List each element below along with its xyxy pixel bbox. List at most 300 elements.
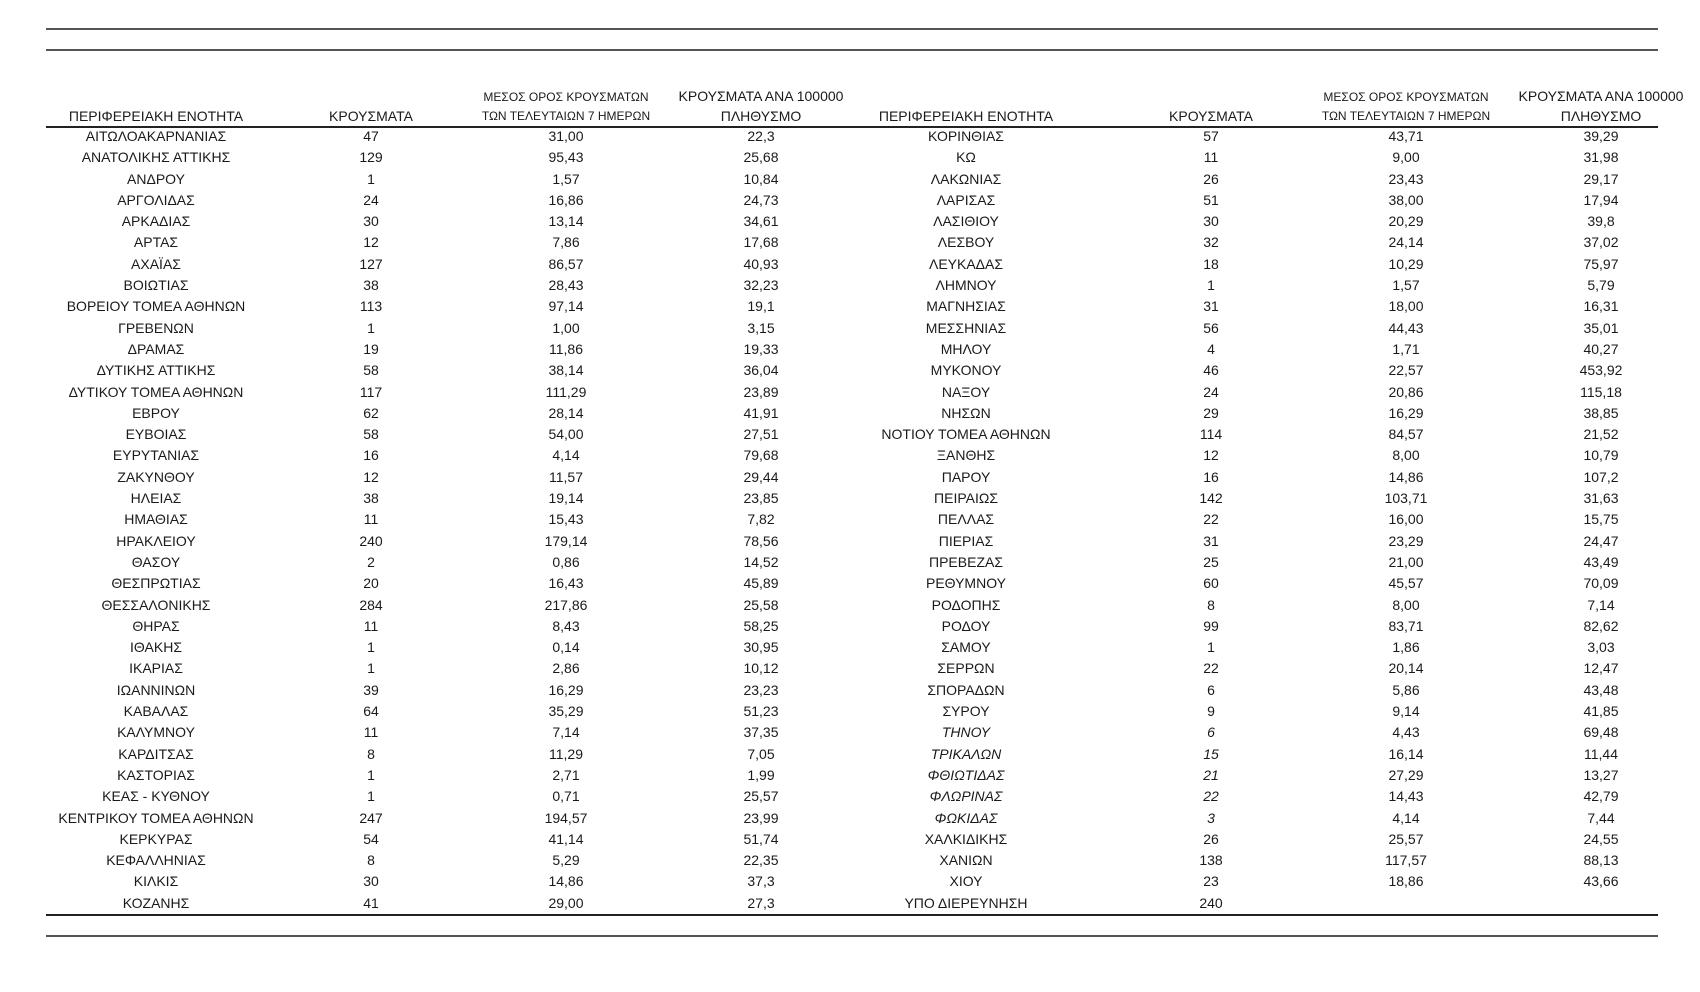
per100k-cell: 35,01 xyxy=(1583,319,1619,336)
table-row xyxy=(46,722,852,743)
per100k-cell: 19,33 xyxy=(743,340,779,357)
per100k-cell: 40,93 xyxy=(743,255,779,272)
avg-cell: 10,29 xyxy=(1388,255,1424,272)
header-avg-line2: ΤΩΝ ΤΕΛΕΥΤΑΙΩΝ 7 ΗΜΕΡΩΝ xyxy=(1321,109,1491,123)
table-row xyxy=(46,573,852,594)
region-cell: ΛΑΣΙΘΙΟΥ xyxy=(933,213,999,230)
table-bottom-line xyxy=(46,914,1658,916)
region-cell: ΠΙΕΡΙΑΣ xyxy=(938,532,994,549)
region-cell: ΙΚΑΡΙΑΣ xyxy=(129,660,183,677)
per100k-cell: 22,3 xyxy=(747,128,775,144)
avg-cell: 4,43 xyxy=(1392,724,1420,741)
per100k-cell: 14,52 xyxy=(743,553,779,570)
per100k-cell: 79,68 xyxy=(743,447,779,464)
table-row xyxy=(46,339,852,360)
per100k-cell: 41,91 xyxy=(743,404,779,421)
region-cell: ΚΑΒΑΛΑΣ xyxy=(123,703,189,720)
avg-cell: 0,14 xyxy=(552,639,580,656)
avg-cell: 11,29 xyxy=(549,745,583,762)
avg-cell: 35,29 xyxy=(548,703,584,720)
region-cell: ΧΑΝΙΩΝ xyxy=(939,852,993,869)
per100k-cell: 40,27 xyxy=(1583,340,1619,357)
cases-cell: 58 xyxy=(363,426,379,443)
region-cell: ΜΗΛΟΥ xyxy=(940,340,992,357)
table-row xyxy=(846,211,1652,232)
avg-cell: 179,14 xyxy=(544,532,588,549)
region-cell: ΛΕΥΚΑΔΑΣ xyxy=(928,255,1004,272)
avg-cell: 83,71 xyxy=(1388,617,1424,634)
table-row xyxy=(46,467,852,488)
table-row xyxy=(46,637,852,658)
avg-cell: 4,14 xyxy=(552,447,580,464)
region-cell: ΚΑΡΔΙΤΣΑΣ xyxy=(118,745,194,762)
avg-cell: 103,71 xyxy=(1384,490,1428,507)
header-avg-line2: ΤΩΝ ΤΕΛΕΥΤΑΙΩΝ 7 ΗΜΕΡΩΝ xyxy=(481,109,651,123)
cases-cell: 16 xyxy=(1203,468,1219,485)
table-row xyxy=(846,382,1652,403)
per100k-cell: 51,74 xyxy=(743,830,779,847)
per100k-cell: 43,49 xyxy=(1583,553,1619,570)
per100k-cell: 25,57 xyxy=(743,788,779,805)
table-row xyxy=(846,296,1652,317)
table-row xyxy=(46,445,852,466)
per100k-cell: 23,85 xyxy=(743,490,779,507)
region-cell: ΘΑΣΟΥ xyxy=(131,553,181,570)
table-row xyxy=(846,318,1652,339)
cases-cell: 117 xyxy=(359,383,383,400)
per100k-cell: 70,09 xyxy=(1583,575,1619,592)
per100k-cell: 34,61 xyxy=(743,213,779,230)
table-row xyxy=(846,701,1652,722)
region-cell: ΛΕΣΒΟΥ xyxy=(937,234,995,251)
cases-cell: 51 xyxy=(1203,191,1219,208)
cases-cell: 57 xyxy=(1203,128,1219,144)
cases-cell: 24 xyxy=(363,191,379,208)
table-row xyxy=(846,531,1652,552)
cases-cell: 56 xyxy=(1203,319,1219,336)
avg-cell: 14,86 xyxy=(1388,468,1424,485)
table-row xyxy=(46,808,852,829)
table-row xyxy=(846,403,1652,424)
region-cell: ΗΡΑΚΛΕΙΟΥ xyxy=(116,532,196,549)
table-row xyxy=(46,552,852,573)
per100k-cell: 41,85 xyxy=(1583,703,1619,720)
table-row xyxy=(846,126,1652,147)
header-per100k-line1: ΚΡΟΥΣΜΑΤΑ ΑΝΑ 100000 xyxy=(1518,88,1684,104)
cases-cell: 142 xyxy=(1199,490,1223,507)
region-cell: ΔΥΤΙΚΗΣ ΑΤΤΙΚΗΣ xyxy=(96,362,216,379)
header-avg-line1: ΜΕΣΟΣ ΟΡΟΣ ΚΡΟΥΣΜΑΤΩΝ xyxy=(1323,90,1489,104)
cases-cell: 60 xyxy=(1203,575,1219,592)
region-cell: ΔΥΤΙΚΟΥ ΤΟΜΕΑ ΑΘΗΝΩΝ xyxy=(68,383,244,400)
cases-cell: 1 xyxy=(367,660,375,677)
cases-cell: 22 xyxy=(1203,788,1219,805)
table-row xyxy=(846,893,1652,914)
cases-cell: 58 xyxy=(363,362,379,379)
per100k-cell: 15,75 xyxy=(1583,511,1619,528)
table-row xyxy=(846,190,1652,211)
cases-cell: 1 xyxy=(1207,277,1215,294)
cases-cell: 1 xyxy=(367,766,375,783)
cases-cell: 12 xyxy=(363,468,379,485)
header-avg-line1: ΜΕΣΟΣ ΟΡΟΣ ΚΡΟΥΣΜΑΤΩΝ xyxy=(483,90,649,104)
region-cell: ΜΕΣΣΗΝΙΑΣ xyxy=(925,319,1007,336)
per100k-cell: 24,55 xyxy=(1583,830,1619,847)
region-cell: ΗΜΑΘΙΑΣ xyxy=(124,511,188,528)
avg-cell: 19,14 xyxy=(548,490,584,507)
region-cell: ΚΟΖΑΝΗΣ xyxy=(122,894,190,911)
cases-cell: 11 xyxy=(363,617,379,634)
per100k-cell: 31,63 xyxy=(1583,490,1619,507)
per100k-cell: 37,02 xyxy=(1583,234,1619,251)
table-row xyxy=(846,360,1652,381)
per100k-cell: 39,8 xyxy=(1587,213,1615,230)
cases-cell: 30 xyxy=(363,873,379,890)
region-cell: ΜΑΓΝΗΣΙΑΣ xyxy=(926,298,1006,315)
cases-cell: 1 xyxy=(367,170,375,187)
region-cell: ΛΑΡΙΣΑΣ xyxy=(936,191,996,208)
cases-cell: 4 xyxy=(1207,340,1215,357)
region-cell: ΑΙΤΩΛΟΑΚΑΡΝΑΝΙΑΣ xyxy=(85,128,227,144)
per100k-cell: 27,51 xyxy=(743,426,779,443)
region-cell: ΘΗΡΑΣ xyxy=(132,617,180,634)
table-row xyxy=(846,637,1652,658)
cases-cell: 19 xyxy=(363,340,379,357)
per100k-cell: 43,48 xyxy=(1583,681,1619,698)
cases-cell: 12 xyxy=(1203,447,1219,464)
region-cell: ΣΠΟΡΑΔΩΝ xyxy=(927,681,1005,698)
table-row xyxy=(46,658,852,679)
region-cell: ΧΑΛΚΙΔΙΚΗΣ xyxy=(924,830,1008,847)
avg-cell: 38,00 xyxy=(1388,191,1424,208)
per100k-cell: 29,17 xyxy=(1583,170,1619,187)
per100k-cell: 43,66 xyxy=(1583,873,1619,890)
table-row xyxy=(46,254,852,275)
cases-cell: 32 xyxy=(1203,234,1219,251)
left-rows xyxy=(46,126,852,914)
table-row xyxy=(46,190,852,211)
cases-cell: 16 xyxy=(363,447,379,464)
table-row xyxy=(846,722,1652,743)
table-row xyxy=(46,765,852,786)
cases-cell: 2 xyxy=(367,553,375,570)
header-cases: ΚΡΟΥΣΜΑΤΑ xyxy=(1169,108,1253,124)
region-cell: ΚΩ xyxy=(956,149,976,166)
cases-cell: 8 xyxy=(367,852,375,869)
cases-cell: 62 xyxy=(363,404,379,421)
region-cell: ΚΕΦΑΛΛΗΝΙΑΣ xyxy=(106,852,206,869)
region-cell: ΣΑΜΟΥ xyxy=(941,639,991,656)
per100k-cell: 37,35 xyxy=(743,724,779,741)
cases-cell: 31 xyxy=(1203,532,1219,549)
avg-cell: 7,14 xyxy=(552,724,580,741)
region-cell: ΚΟΡΙΝΘΙΑΣ xyxy=(928,128,1004,144)
cases-cell: 21 xyxy=(1203,766,1219,783)
avg-cell: 16,86 xyxy=(548,191,584,208)
per100k-cell: 11,44 xyxy=(1584,745,1618,762)
per100k-cell: 22,35 xyxy=(743,852,779,869)
table-row xyxy=(46,595,852,616)
avg-cell: 1,57 xyxy=(552,170,580,187)
avg-cell: 16,00 xyxy=(1388,511,1424,528)
per100k-cell: 17,68 xyxy=(743,234,779,251)
avg-cell: 194,57 xyxy=(544,809,588,826)
table-row xyxy=(46,296,852,317)
table-row xyxy=(46,488,852,509)
per100k-cell: 107,2 xyxy=(1583,468,1619,485)
avg-cell: 84,57 xyxy=(1388,426,1424,443)
header-avg xyxy=(466,88,666,126)
table-row xyxy=(46,509,852,530)
region-cell: ΚΑΛΥΜΝΟΥ xyxy=(117,724,195,741)
table-row xyxy=(46,403,852,424)
cases-cell: 127 xyxy=(359,255,383,272)
table-row xyxy=(46,424,852,445)
per100k-cell: 88,13 xyxy=(1583,852,1619,869)
cases-cell: 26 xyxy=(1203,170,1219,187)
avg-cell: 14,86 xyxy=(548,873,584,890)
region-cell: ΤΗΝΟΥ xyxy=(941,724,991,741)
avg-cell: 20,86 xyxy=(1388,383,1424,400)
header-per100k-line2: ΠΛΗΘΥΣΜΟ xyxy=(720,108,802,124)
region-cell: ΜΥΚΟΝΟΥ xyxy=(930,362,1002,379)
region-cell: ΦΘΙΩΤΙΔΑΣ xyxy=(927,766,1005,783)
per100k-cell: 27,3 xyxy=(747,894,775,911)
avg-cell: 29,00 xyxy=(548,894,584,911)
table-row xyxy=(46,786,852,807)
region-cell: ΑΝΑΤΟΛΙΚΗΣ ΑΤΤΙΚΗΣ xyxy=(81,149,231,166)
cases-cell: 25 xyxy=(1203,553,1219,570)
avg-cell: 1,86 xyxy=(1392,639,1420,656)
avg-cell: 16,14 xyxy=(1388,745,1424,762)
per100k-cell: 3,03 xyxy=(1587,639,1615,656)
per100k-cell: 38,85 xyxy=(1583,404,1619,421)
region-cell: ΠΡΕΒΕΖΑΣ xyxy=(928,553,1003,570)
table-row xyxy=(846,467,1652,488)
per100k-cell: 23,99 xyxy=(743,809,779,826)
cases-cell: 20 xyxy=(363,575,379,592)
table-row xyxy=(46,893,852,914)
avg-cell: 95,43 xyxy=(548,149,584,166)
per100k-cell: 31,98 xyxy=(1583,149,1619,166)
header-per100k xyxy=(1506,86,1696,126)
per100k-cell: 7,82 xyxy=(747,511,775,528)
region-cell: ΑΡΤΑΣ xyxy=(133,234,179,251)
region-cell: ΥΠΟ ΔΙΕΡΕΥΝΗΣΗ xyxy=(904,894,1028,911)
per100k-cell: 58,25 xyxy=(743,617,779,634)
cases-cell: 11 xyxy=(363,511,379,528)
cases-cell: 26 xyxy=(1203,830,1219,847)
avg-cell: 54,00 xyxy=(548,426,584,443)
table-row xyxy=(846,573,1652,594)
per100k-cell: 32,23 xyxy=(743,277,779,294)
avg-cell: 1,71 xyxy=(1392,340,1420,357)
avg-cell: 18,00 xyxy=(1388,298,1424,315)
per100k-cell: 23,89 xyxy=(743,383,779,400)
table-row xyxy=(846,424,1652,445)
region-cell: ΙΩΑΝΝΙΝΩΝ xyxy=(116,681,196,698)
cases-cell: 30 xyxy=(1203,213,1219,230)
region-cell: ΒΟΙΩΤΙΑΣ xyxy=(123,277,189,294)
cases-cell: 54 xyxy=(363,830,379,847)
avg-cell: 217,86 xyxy=(544,596,588,613)
table-row xyxy=(846,744,1652,765)
avg-cell: 11,86 xyxy=(549,340,583,357)
avg-cell: 18,86 xyxy=(1388,873,1424,890)
cases-cell: 18 xyxy=(1203,255,1219,272)
avg-cell: 8,43 xyxy=(552,617,580,634)
avg-cell: 27,29 xyxy=(1388,766,1424,783)
avg-cell: 28,14 xyxy=(548,404,584,421)
cases-cell: 41 xyxy=(363,894,379,911)
table-row xyxy=(846,871,1652,892)
cases-cell: 30 xyxy=(363,213,379,230)
top-rule xyxy=(46,28,1658,30)
cases-cell: 31 xyxy=(1203,298,1219,315)
per100k-cell: 51,23 xyxy=(743,703,779,720)
avg-cell: 1,00 xyxy=(552,319,580,336)
avg-cell: 86,57 xyxy=(548,255,584,272)
cases-cell: 1 xyxy=(367,319,375,336)
avg-cell: 2,71 xyxy=(552,766,580,783)
table-row xyxy=(846,786,1652,807)
region-cell: ΓΡΕΒΕΝΩΝ xyxy=(118,319,194,336)
per100k-cell: 45,89 xyxy=(743,575,779,592)
header-per100k xyxy=(666,86,856,126)
per100k-cell: 10,12 xyxy=(743,660,779,677)
per100k-cell: 10,79 xyxy=(1583,447,1619,464)
cases-cell: 284 xyxy=(359,596,383,613)
per100k-cell: 24,47 xyxy=(1583,532,1619,549)
table-row xyxy=(46,616,852,637)
table-row xyxy=(846,339,1652,360)
avg-cell: 21,00 xyxy=(1388,553,1424,570)
region-cell: ΛΑΚΩΝΙΑΣ xyxy=(930,170,1002,187)
table-row xyxy=(46,871,852,892)
avg-cell: 8,00 xyxy=(1392,447,1420,464)
avg-cell: 16,29 xyxy=(548,681,584,698)
table-row xyxy=(846,169,1652,190)
table-row xyxy=(846,445,1652,466)
region-cell: ΡΟΔΟΥ xyxy=(941,617,991,634)
avg-cell: 111,29 xyxy=(545,383,587,400)
per100k-cell: 115,18 xyxy=(1580,383,1622,400)
table-row xyxy=(846,616,1652,637)
cases-cell: 12 xyxy=(363,234,379,251)
region-cell: ΞΑΝΘΗΣ xyxy=(936,447,996,464)
cases-cell: 24 xyxy=(1203,383,1219,400)
right-rows xyxy=(846,126,1652,914)
region-cell: ΑΧΑΪΑΣ xyxy=(131,255,181,272)
per100k-cell: 23,23 xyxy=(743,681,779,698)
avg-cell: 7,86 xyxy=(552,234,580,251)
region-cell: ΚΑΣΤΟΡΙΑΣ xyxy=(117,766,195,783)
table-row xyxy=(846,275,1652,296)
avg-cell: 0,71 xyxy=(552,788,580,805)
second-rule xyxy=(46,49,1658,51)
per100k-cell: 1,99 xyxy=(747,766,775,783)
per100k-cell: 453,92 xyxy=(1579,362,1623,379)
bottom-rule xyxy=(46,935,1658,937)
avg-cell: 16,43 xyxy=(548,575,584,592)
avg-cell: 41,14 xyxy=(548,830,584,847)
per100k-cell: 69,48 xyxy=(1583,724,1619,741)
per100k-cell: 42,79 xyxy=(1583,788,1619,805)
region-cell: ΡΟΔΟΠΗΣ xyxy=(931,596,1001,613)
cases-cell: 8 xyxy=(367,745,375,762)
header-cases: ΚΡΟΥΣΜΑΤΑ xyxy=(329,108,413,124)
table-row xyxy=(46,147,852,168)
table-row xyxy=(46,232,852,253)
table-row xyxy=(846,850,1652,871)
cases-cell: 29 xyxy=(1203,404,1219,421)
region-cell: ΒΟΡΕΙΟΥ ΤΟΜΕΑ ΑΘΗΝΩΝ xyxy=(66,298,246,315)
cases-cell: 23 xyxy=(1203,873,1219,890)
header-per100k-line2: ΠΛΗΘΥΣΜΟ xyxy=(1560,108,1642,124)
per100k-cell: 29,44 xyxy=(743,468,779,485)
table-row xyxy=(846,658,1652,679)
avg-cell: 20,29 xyxy=(1388,213,1424,230)
cases-cell: 38 xyxy=(363,277,379,294)
cases-cell: 240 xyxy=(1199,894,1223,911)
per100k-cell: 24,73 xyxy=(743,191,779,208)
avg-cell: 97,14 xyxy=(548,298,584,315)
region-cell: ΡΕΘΥΜΝΟΥ xyxy=(925,575,1006,592)
table-row xyxy=(846,147,1652,168)
avg-cell: 1,57 xyxy=(1392,277,1420,294)
avg-cell: 28,43 xyxy=(548,277,584,294)
cases-cell: 22 xyxy=(1203,511,1219,528)
per100k-cell: 21,52 xyxy=(1583,426,1619,443)
cases-cell: 3 xyxy=(1207,809,1215,826)
region-cell: ΦΩΚΙΔΑΣ xyxy=(934,809,998,826)
avg-cell: 0,86 xyxy=(552,553,580,570)
avg-cell: 15,43 xyxy=(548,511,584,528)
avg-cell: 31,00 xyxy=(548,128,584,144)
left-header-row xyxy=(46,84,852,126)
table-row xyxy=(846,509,1652,530)
cases-cell: 138 xyxy=(1199,852,1223,869)
cases-cell: 113 xyxy=(359,298,383,315)
region-cell: ΣΕΡΡΩΝ xyxy=(937,660,995,677)
region-cell: ΝΟΤΙΟΥ ΤΟΜΕΑ ΑΘΗΝΩΝ xyxy=(881,426,1051,443)
cases-cell: 46 xyxy=(1203,362,1219,379)
table-row xyxy=(46,829,852,850)
cases-cell: 1 xyxy=(1207,639,1215,656)
per100k-cell: 78,56 xyxy=(743,532,779,549)
table-row xyxy=(846,488,1652,509)
cases-cell: 99 xyxy=(1203,617,1219,634)
cases-cell: 15 xyxy=(1203,745,1219,762)
region-cell: ΙΘΑΚΗΣ xyxy=(130,639,182,656)
per100k-cell: 5,79 xyxy=(1587,277,1615,294)
region-cell: ΕΥΡΥΤΑΝΙΑΣ xyxy=(112,447,200,464)
per100k-cell: 19,1 xyxy=(747,298,775,315)
table-row xyxy=(46,531,852,552)
cases-cell: 240 xyxy=(359,532,383,549)
region-cell: ΗΛΕΙΑΣ xyxy=(130,490,182,507)
table-row xyxy=(46,318,852,339)
cases-cell: 38 xyxy=(363,490,379,507)
table-row xyxy=(46,744,852,765)
region-cell: ΑΡΓΟΛΙΔΑΣ xyxy=(117,191,195,208)
per100k-cell: 7,44 xyxy=(1587,809,1615,826)
region-cell: ΖΑΚΥΝΘΟΥ xyxy=(117,468,195,485)
region-cell: ΤΡΙΚΑΛΩΝ xyxy=(930,745,1002,762)
per100k-cell: 7,05 xyxy=(747,745,775,762)
cases-cell: 6 xyxy=(1207,724,1215,741)
avg-cell: 2,86 xyxy=(552,660,580,677)
